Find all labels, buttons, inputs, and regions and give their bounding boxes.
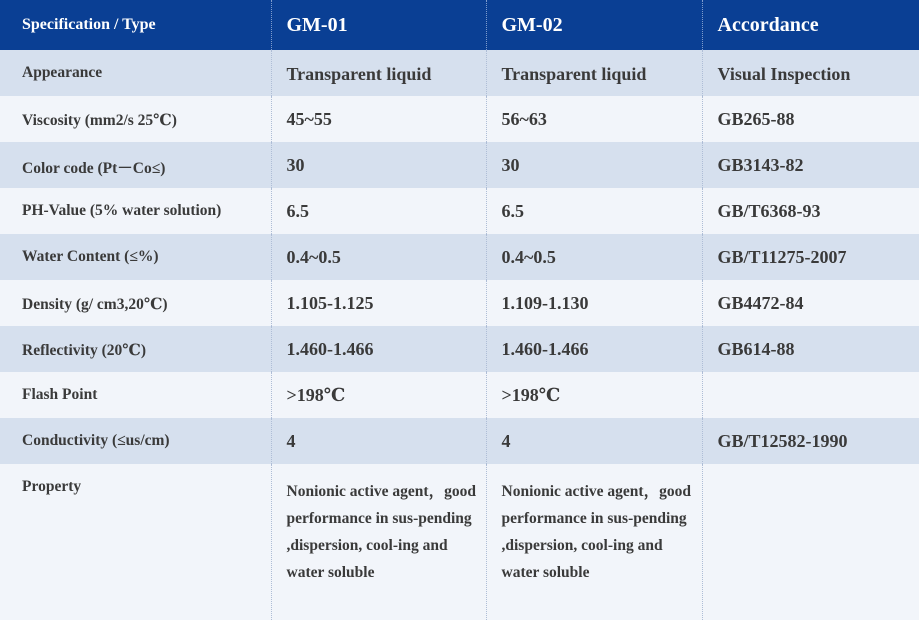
cell-accordance: GB265-88 bbox=[702, 96, 919, 142]
cell-label: Color code (Pt－Co≤) bbox=[22, 160, 166, 177]
row-ph-value bbox=[0, 188, 919, 234]
cell-accordance: GB4472-84 bbox=[702, 280, 919, 326]
cell-gm-01: Nonionic active agent，good performance in sus-pending ,dispersion, cool-ing and water soluble bbox=[271, 464, 486, 620]
cell-accordance bbox=[702, 464, 919, 620]
cell-gm-01: Transparent liquid bbox=[271, 50, 486, 96]
cell-gm-01: >198℃ bbox=[271, 372, 486, 418]
cell-label: Appearance bbox=[22, 64, 103, 81]
cell-gm-01: 4 bbox=[271, 418, 486, 464]
cell-label: PH-Value (5% water solution) bbox=[22, 202, 222, 219]
cell-gm-02: 30 bbox=[486, 142, 702, 188]
cell-gm-02: 1.460-1.466 bbox=[486, 326, 702, 372]
header-accordance: Accordance bbox=[702, 0, 919, 50]
cell-label: Reflectivity (20℃) bbox=[22, 342, 147, 359]
cell-label: Property bbox=[22, 478, 82, 495]
row-water-content bbox=[0, 234, 919, 280]
cell-accordance: GB/T11275-2007 bbox=[702, 234, 919, 280]
header-spec-type: Specification / Type bbox=[22, 16, 156, 33]
cell-gm-02: 1.109-1.130 bbox=[486, 280, 702, 326]
row-density bbox=[0, 280, 919, 326]
cell-accordance: GB/T6368-93 bbox=[702, 188, 919, 234]
row-reflectivity bbox=[0, 326, 919, 372]
cell-gm-01: 1.460-1.466 bbox=[271, 326, 486, 372]
cell-gm-01: 30 bbox=[271, 142, 486, 188]
header-gm-02: GM-02 bbox=[486, 0, 702, 50]
row-appearance bbox=[0, 50, 919, 96]
cell-gm-02: Transparent liquid bbox=[486, 50, 702, 96]
cell-gm-01: 6.5 bbox=[271, 188, 486, 234]
cell-gm-01: 45~55 bbox=[271, 96, 486, 142]
cell-accordance: Visual Inspection bbox=[702, 50, 919, 96]
row-flash-point bbox=[0, 372, 919, 418]
row-conductivity bbox=[0, 418, 919, 464]
cell-label: Conductivity (≤us/cm) bbox=[22, 432, 170, 449]
cell-accordance: GB3143-82 bbox=[702, 142, 919, 188]
row-property bbox=[0, 464, 919, 620]
row-color-code bbox=[0, 142, 919, 188]
header-gm-01: GM-01 bbox=[271, 0, 486, 50]
cell-label: Viscosity (mm2/s 25℃) bbox=[22, 112, 177, 129]
cell-gm-01: 1.105-1.125 bbox=[271, 280, 486, 326]
cell-gm-02: 56~63 bbox=[486, 96, 702, 142]
cell-gm-02: Nonionic active agent，good performance in sus-pending ,dispersion, cool-ing and water soluble bbox=[486, 464, 702, 620]
cell-accordance: GB614-88 bbox=[702, 326, 919, 372]
cell-accordance bbox=[702, 372, 919, 418]
cell-gm-02: >198℃ bbox=[486, 372, 702, 418]
cell-gm-02: 6.5 bbox=[486, 188, 702, 234]
row-viscosity bbox=[0, 96, 919, 142]
cell-label: Flash Point bbox=[22, 386, 98, 403]
cell-accordance: GB/T12582-1990 bbox=[702, 418, 919, 464]
cell-gm-01: 0.4~0.5 bbox=[271, 234, 486, 280]
cell-gm-02: 4 bbox=[486, 418, 702, 464]
cell-label: Water Content (≤%) bbox=[22, 248, 159, 265]
cell-label: Density (g/ cm3,20℃) bbox=[22, 296, 168, 313]
header-row bbox=[0, 0, 919, 50]
cell-gm-02: 0.4~0.5 bbox=[486, 234, 702, 280]
